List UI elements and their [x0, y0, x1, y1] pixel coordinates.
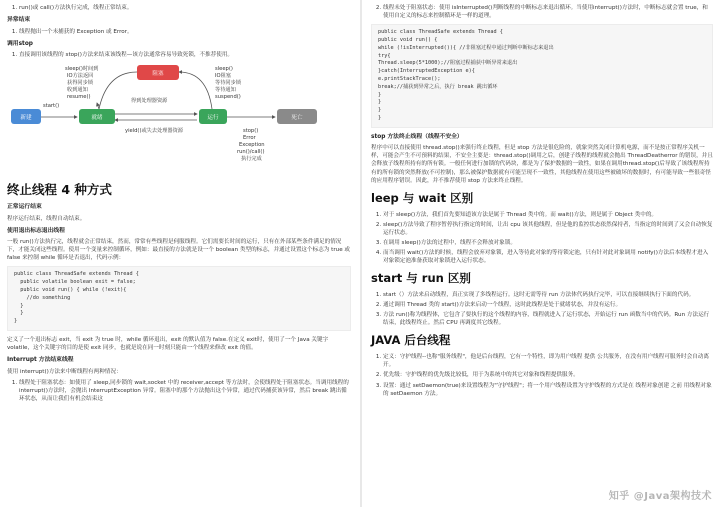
normal-run-text: 程序运行结束，线程自动结束。	[7, 215, 86, 222]
list-item: 3. 在调用 sleep()方法的过程中，线程不会释放对象锁。	[383, 239, 713, 247]
right-column	[362, 0, 720, 507]
list-item: 1. 对于 sleep()方法，我们首先要知道该方法是属于 Thread 类中的。而 wait()方法，则是属于 Object 类中的。	[383, 211, 713, 219]
list-item: 2. 优先级：守护线程的优先级比较低，用于为系统中的其它对象和线程提供服务。	[383, 371, 713, 379]
list-item: 2. sleep()方法导致了程序暂停执行指定的时间，让出 cpu 该其他线程，但是他的监控状态依然保持者，当指定的时间到了又会自动恢复运行状态。	[383, 221, 713, 237]
state-ready-label: 就绪	[91, 115, 103, 122]
list-item: 1. 定义：守护线程--也称"服务线程"，他是后台线程，它有一个特性，即为用户线程 提供 公共服务，在没有用户线程可服务时会自动离开。	[383, 353, 713, 369]
code-block-exit-flag: public class ThreadSafe extends Thread { public volatile boolean exit = false; public void run() { while (!exit){ //do something } } }	[7, 266, 351, 331]
list-item: 2. 通过调用 Thread 类的 start()方法来启动一个线程，这时此线程是处于就绪状态，并没有运行。	[383, 301, 713, 309]
exception-end-label: 异常结束	[7, 17, 31, 24]
section-title-daemon: JAVA 后台线程	[371, 333, 451, 348]
note-dead-3: Exception	[239, 142, 265, 149]
list-item: 3. 设置：通过 setDaemon(true)来设置线程为"守护线程"；将一个用户线程设置为守护线程的方式是在 线程对象创建 之前 用线程对象的 setDaemon 方法。	[383, 382, 713, 398]
list-item: 1. 直接调用该线程的 stop()方法来结束该线程—该方法通常容易导致死锁，不推荐使用。	[19, 51, 351, 59]
flag-label: 使用退出标志退出线程	[7, 227, 65, 234]
normal-run-label: 正常运行结束	[7, 204, 42, 211]
note-blocked-left-5: resume()	[67, 94, 91, 101]
state-new-label: 新建	[20, 115, 32, 122]
note-dead-4: run()/call()	[237, 149, 265, 156]
after-code-text: 定义了一个退出标志 exit，当 exit 为 true 时，while 循环退出，exit 的默认值为 false.在定义 exit时，使用了一个 Java 关键字 volatile，这个关键字的目的是使 exit 同步，也就是说在同一时刻只能由一个线程来修改 exit 的值。	[7, 336, 329, 352]
interrupt-list-cont	[371, 4, 713, 20]
note-dead-2: Error	[243, 135, 256, 142]
start-run-list	[371, 291, 713, 327]
section-title-start-run: start 与 run 区别	[371, 271, 471, 286]
list-item: 2. 线程未处于阻塞状态：使用 isInterrupted()判断线程的中断标志来退出循环。当使用interrupt()方法时，中断标志就会置 true，和使用自定义的标志来控制循环是一样的道理。	[383, 4, 713, 20]
note-yield: yield()或失去处理器资源	[125, 128, 183, 135]
list-item: 4. 而当调用 wait()方法的时候，线程会放弃对象锁，进入等待此对象的等待锁定池，只有针对此对象调用 notify()方法后本线程才进入对象锁定池准备获取对象锁进入运行状态。	[383, 249, 713, 265]
note-blocked-right-1: sleep()	[215, 66, 233, 73]
flag-text: 一般 run()方法执行完，线程就会正常结束，然而，常常有些线程是伺服线程。它们需要长时间的运行，只有在外部某些条件满足的情况下，才能关闭这些线程。使用一个变量来控制循环，例如：最直接的方法就是设一个 boolean 类型的标志，并通过设置这个标志为 true 或 false 来控制 while 循环是否退出，代码示例：	[7, 239, 351, 262]
note-blocked-left-1: sleep()时间到	[65, 66, 99, 73]
note-blocked-right-4: 等待通知	[215, 87, 236, 94]
stop-list	[7, 51, 351, 59]
note-blocked-left-2: IO方法返回	[67, 73, 94, 80]
state-blocked-label: 阻塞	[152, 71, 164, 78]
note-get-cpu: 得到处理器资源	[131, 98, 168, 105]
list-item: 1. 线程处于阻塞状态：如使用了 sleep,同步锁的 wait,socket 中的 receiver,accept 等方法时，会使线程处于阻塞状态。当调用线程的 interrupt()方法时，会抛出 InterruptException 异常。阻塞中的那个方法抛出这个异常，通过代码捕获该异常，然后 break 跳出循环状态，从而让我们有机会结束这	[19, 379, 351, 403]
state-running-label: 运行	[207, 115, 219, 122]
list-item: 1. start（）方法来启动线程，真正实现了多线程运行。这时无需等待 run 方法体代码执行完毕，可以直接继续执行下面的代码。	[383, 291, 713, 299]
list-item: 1. 线程抛出一个未捕获的 Exception 或 Error。	[19, 28, 351, 36]
exception-end-list	[7, 28, 351, 36]
note-dead-5: 执行完成	[241, 156, 262, 163]
section-title-sleep-wait: leep 与 wait 区别	[371, 190, 474, 205]
daemon-list	[371, 353, 713, 398]
note-blocked-right-2: IO阻塞	[215, 73, 231, 80]
interrupt-text: 使用 interrupt()方法来中断线程有两种情况：	[7, 368, 122, 375]
code-block-interrupt: public class ThreadSafe extends Thread { public void run() { while (!isInterrupted()){ //非阻塞过程中通过判断中断标志来退出 try{ Thread.sleep(5*1000);//阻塞过程捕获中断异常来退出 }catch(InterruptedException e){ e.printStackTrace(); break;//捕获到异常之后，执行 break 跳出循环 } } } }	[371, 24, 713, 128]
note-blocked-left-4: 收到通知	[67, 87, 88, 94]
stop-text: 程序中可以直接使用 thread.stop()来强行终止线程，但是 stop 方法是很危险的，就象突然关闭计算机电源，而不是按正常程序关机一样，可能会产生不可预料的结果，不安全主要是：thread.stop()调用之后，创建子线程的线程就会抛出 ThreadDeatherror 的错误，并且会释放子线程所持有的所有锁。一般任何进行加锁的代码块，都是为了保护数据的一致性，如果在调用thread.stop()后导致了该线程所持有的所有锁的突然释放(不可控制)，那么被保护数据就有可能呈现不一致性，其他线程在使用这些被破坏的数据时，有可能导致一些很奇怪的应用程序错误。因此，并不推荐使用 stop 方法来终止线程。	[371, 145, 713, 184]
normal-end-list	[7, 4, 351, 12]
sleep-wait-list	[371, 211, 713, 266]
interrupt-label: Interrupt 方法结束线程	[7, 357, 74, 364]
note-start: start()	[43, 103, 60, 110]
stop-title: stop 方法终止线程（线程不安全）	[371, 133, 463, 140]
note-dead-1: stop()	[243, 128, 259, 135]
list-item: 3. 方法 run()称为线程体，它包含了要执行的这个线程的内容，线程就进入了运行状态，开始运行 run 函数当中的代码。Run 方法运行结束，此线程终止。然后 CPU 再调度其它线程。	[383, 311, 713, 327]
interrupt-list	[7, 379, 351, 403]
section-title-terminate: 终止线程 4 种方式	[7, 182, 112, 198]
state-dead-label: 死亡	[291, 115, 303, 122]
list-item: 1. run()或 call()方法执行完成，线程正常结束。	[19, 4, 351, 12]
running-to-blocked-curve	[179, 72, 212, 109]
watermark: 知乎 @Java架构技术	[608, 490, 712, 502]
note-blocked-right-3: 等待同步锁	[215, 80, 241, 87]
stop-label: 调用stop	[7, 40, 33, 47]
thread-state-diagram	[7, 62, 337, 172]
note-blocked-left-3: 获得同步锁	[67, 80, 93, 87]
thread-state-diagram-svg	[7, 62, 337, 172]
note-blocked-right-5: suspend()	[215, 94, 241, 101]
